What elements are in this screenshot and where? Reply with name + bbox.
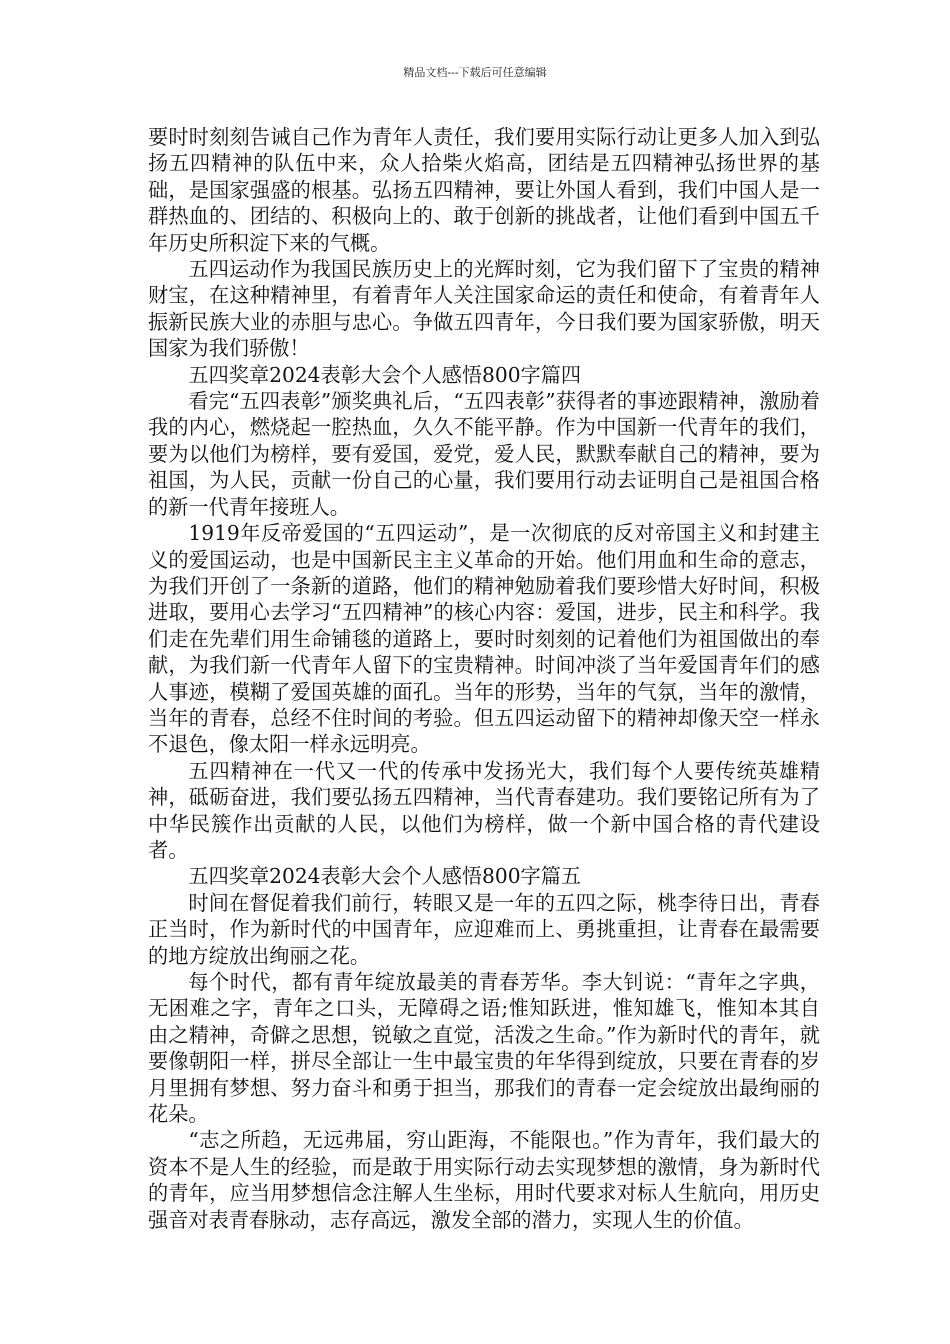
paragraph-6: 时间在督促着我们前行，转眼又是一年的五四之际，桃李待日出，青春正当时，作为新时代的中国青年，应迎难而上、勇挑重担，让青春在最需要的地方绽放出绚丽之花。: [148, 890, 820, 968]
document-body: [148, 124, 820, 1233]
paragraph-1: 要时时刻刻告诫自己作为青年人责任，我们要用实际行动让更多人加入到弘扬五四精神的队伍中来，众人拾柴火焰高，团结是五四精神弘扬世界的基础，是国家强盛的根基。弘扬五四精神，要让外国人看到，我们中国人是一群热血的、团结的、积极向上的、敢于创新的挑战者，让他们看到中国五千年历史所积淀下来的气概。: [148, 125, 820, 255]
paragraph-3: 看完“五四表彰”颁奖典礼后，“五四表彰”获得者的事迹跟精神，激励着我的内心，燃烧起一腔热血，久久不能平静。作为中国新一代青年的我们，要为以他们为榜样，要有爱国，爱党，爱人民，默默奉献自己的精神，要为祖国，为人民，贡献一份自己的心量，我们要用行动去证明自己是祖国合格的新一代青年接班人。: [148, 389, 820, 519]
paragraph-7: 每个时代，都有青年绽放最美的青春芳华。李大钊说：“青年之字典，无困难之字，青年之口头，无障碍之语;惟知跃进，惟知雄飞，惟知本其自由之精神，奇僻之思想，锐敏之直觉，活泼之生命。”作为新时代的青年，就要像朝阳一样，拼尽全部让一生中最宝贵的年华得到绽放，只要在青春的岁月里拥有梦想、努力奋斗和勇于担当，那我们的青春一定会绽放出最绚丽的花朵。: [148, 970, 820, 1127]
header-text: 精品文档---下载后可任意编辑: [403, 66, 547, 79]
paragraph-2: 五四运动作为我国民族历史上的光辉时刻，它为我们留下了宝贵的精神财宝，在这种精神里，有着青年人关注国家命运的责任和使命，有着青年人振新民族大业的赤胆与忠心。争做五四青年，今日我们要为国家骄傲，明天国家为我们骄傲！: [148, 257, 820, 361]
section-heading-4: 五四奖章2024表彰大会个人感悟800字篇四: [188, 362, 582, 387]
paragraph-5: 五四精神在一代又一代的传承中发扬光大，我们每个人要传统英雄精神，砥砺奋进，我们要弘扬五四精神，当代青春建功。我们要铭记所有为了中华民簇作出贡献的人民，以他们为榜样，做一个新中国合格的青代建设者。: [148, 758, 820, 862]
paragraph-8: “志之所趋，无远弗届，穷山距海，不能限也。”作为青年，我们最大的资本不是人生的经验，而是敢于用实际行动去实现梦想的激情，身为新时代的青年，应当用梦想信念注解人生坐标，用时代要求对标人生航向，用历史强音对表青春脉动，志存高远，激发全部的潜力，实现人生的价值。: [148, 1128, 820, 1232]
paragraph-4: 1919年反帝爱国的“五四运动”，是一次彻底的反对帝国主义和封建主义的爱国运动，也是中国新民主主义革命的开始。他们用血和生命的意志，为我们开创了一条新的道路，他们的精神勉励着我们要珍惜大好时间，积极进取，要用心去学习“五四精神”的核心内容：爱国，进步，民主和科学。我们走在先辈们用生命铺毯的道路上，要时时刻刻的记着他们为祖国做出的奉献，为我们新一代青年人留下的宝贵精神。时间冲淡了当年爱国青年们的感人事迹，模糊了爱国英雄的面孔。当年的形势，当年的气氛，当年的激情，当年的青春，总经不住时间的考验。但五四运动留下的精神却像天空一样永不退色，像太阳一样永远明亮。: [148, 521, 820, 757]
section-heading-5: 五四奖章2024表彰大会个人感悟800字篇五: [188, 864, 582, 889]
page-header: [0, 66, 950, 80]
